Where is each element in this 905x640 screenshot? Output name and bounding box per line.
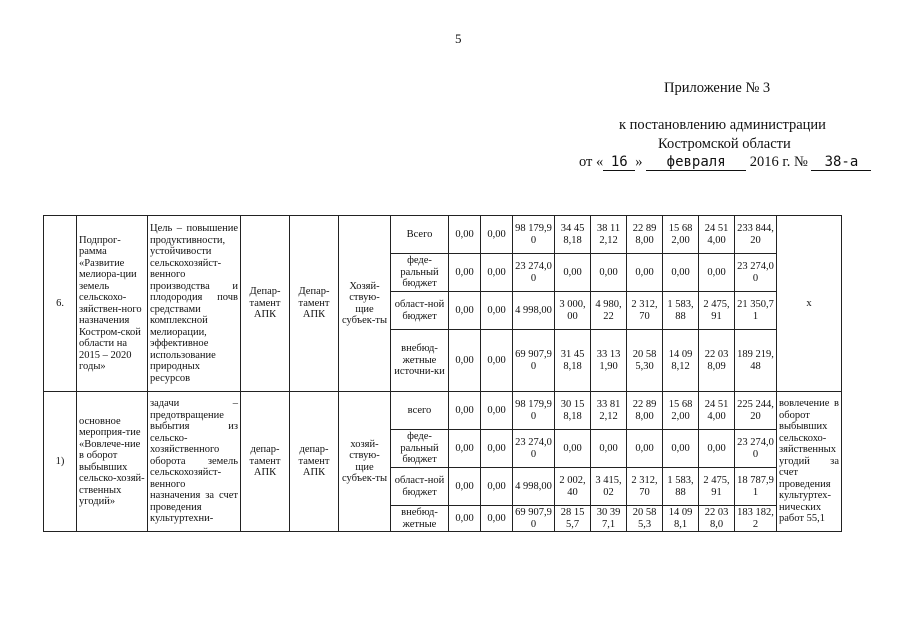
responsible-executor: Депар-тамент АПК: [241, 216, 290, 392]
funding-value: 3 000,00: [555, 292, 591, 330]
table-row: [44, 392, 842, 430]
funding-source: внебюд-жетные источни-ки: [391, 330, 449, 392]
funding-value: 0,00: [449, 430, 481, 468]
funding-value: 38 112,12: [591, 216, 627, 254]
funding-source: област-ной бюджет: [391, 468, 449, 506]
funding-value: 0,00: [449, 254, 481, 292]
funding-value: 24 514,00: [699, 216, 735, 254]
funding-value: 0,00: [591, 254, 627, 292]
funding-value: 31 458,18: [555, 330, 591, 392]
funding-value: 225 244,20: [735, 392, 777, 430]
date-month: февраля: [646, 155, 746, 171]
date-prefix: от «: [579, 154, 604, 170]
funding-value: 0,00: [481, 430, 513, 468]
decree-line-2: Костромской области: [658, 136, 791, 152]
funding-value: 23 274,00: [513, 430, 555, 468]
date-day: 16: [603, 155, 635, 171]
decree-line-1: к постановлению администрации: [619, 117, 826, 133]
funding-value: 2 312,70: [627, 468, 663, 506]
funding-value: 22 898,00: [627, 216, 663, 254]
funding-value: 0,00: [481, 506, 513, 532]
co-executor: депар-тамент АПК: [290, 392, 339, 532]
program-name: Подпрог-рамма «Развитие мелиора-ции земель сельскохо-зяйствен-ного назначения Костром-ской области на 2015 – 2020 годы»: [77, 216, 148, 392]
funding-value: 233 844,20: [735, 216, 777, 254]
decree-date-line: [579, 153, 871, 172]
funding-value: 0,00: [449, 216, 481, 254]
funding-value: 2 475,91: [699, 468, 735, 506]
funding-value: 15 682,00: [663, 392, 699, 430]
funding-value: 23 274,00: [513, 254, 555, 292]
program-goal: задачи – предотвращение выбытия из сельско-хозяйственного оборота земель сельскохозяйст-венного назначения за счет проведения культуртехни-: [148, 392, 241, 532]
funding-value: 4 980,22: [591, 292, 627, 330]
funding-value: 22 038,0: [699, 506, 735, 532]
funding-value: 15 682,00: [663, 216, 699, 254]
funding-value: 0,00: [481, 468, 513, 506]
participants: Хозяй-ствую-щие субъек-ты: [339, 216, 391, 392]
page-number: 5: [455, 31, 462, 46]
funding-value: 69 907,90: [513, 506, 555, 532]
funding-value: 0,00: [627, 254, 663, 292]
row-number: 6.: [44, 216, 77, 392]
funding-value: 24 514,00: [699, 392, 735, 430]
funding-value: 28 155,7: [555, 506, 591, 532]
funding-value: 14 098,12: [663, 330, 699, 392]
funding-value: 21 350,71: [735, 292, 777, 330]
decree-number: 38-а: [811, 155, 871, 171]
funding-value: 189 219,48: [735, 330, 777, 392]
funding-value: 3 415,02: [591, 468, 627, 506]
funding-value: 23 274,00: [735, 430, 777, 468]
funding-value: 0,00: [481, 330, 513, 392]
date-mid: »: [635, 154, 643, 170]
funding-value: 0,00: [555, 254, 591, 292]
funding-source: феде-ральный бюджет: [391, 430, 449, 468]
funding-value: 0,00: [449, 506, 481, 532]
program-name: основное мероприя-тие «Вовлече-ние в оборот выбывших сельско-хозяй-ственных угодий»: [77, 392, 148, 532]
funding-value: 0,00: [449, 392, 481, 430]
funding-value: 0,00: [699, 430, 735, 468]
responsible-executor: депар-тамент АПК: [241, 392, 290, 532]
funding-value: 4 998,00: [513, 292, 555, 330]
funding-value: 33 812,12: [591, 392, 627, 430]
funding-value: 0,00: [555, 430, 591, 468]
funding-value: 0,00: [449, 330, 481, 392]
expected-result: вовлечение в оборот выбывших сельскохо-зяйственных угодий за счет проведения культуртех-нических работ 55,1: [777, 392, 842, 532]
funding-value: 20 585,3: [627, 506, 663, 532]
funding-source: внебюд-жетные: [391, 506, 449, 532]
funding-value: 0,00: [627, 430, 663, 468]
funding-value: 23 274,00: [735, 254, 777, 292]
funding-value: 22 038,09: [699, 330, 735, 392]
program-goal: Цель – повышение продуктивности, устойчивости сельскохозяйст-венного производства и плодородия почв средствами комплексной мелиорации, эффективное использование природных ресурсов: [148, 216, 241, 392]
funding-value: 0,00: [481, 292, 513, 330]
funding-value: 1 583,88: [663, 292, 699, 330]
funding-value: 0,00: [449, 292, 481, 330]
funding-value: 183 182,2: [735, 506, 777, 532]
funding-value: 0,00: [699, 254, 735, 292]
funding-value: 22 898,00: [627, 392, 663, 430]
funding-value: 0,00: [449, 468, 481, 506]
funding-source: феде-ральный бюджет: [391, 254, 449, 292]
appendix-title: Приложение № 3: [664, 80, 771, 96]
funding-source: всего: [391, 392, 449, 430]
program-table: [43, 215, 842, 532]
participants: хозяй-ствую-щие субъек-ты: [339, 392, 391, 532]
funding-value: 33 131,90: [591, 330, 627, 392]
funding-value: 30 397,1: [591, 506, 627, 532]
funding-source: област-ной бюджет: [391, 292, 449, 330]
funding-value: 98 179,90: [513, 392, 555, 430]
funding-value: 2 475,91: [699, 292, 735, 330]
table-row: [44, 216, 842, 254]
funding-value: 69 907,90: [513, 330, 555, 392]
funding-source: Всего: [391, 216, 449, 254]
funding-value: 2 312,70: [627, 292, 663, 330]
co-executor: Депар-тамент АПК: [290, 216, 339, 392]
funding-value: 0,00: [591, 430, 627, 468]
funding-value: 1 583,88: [663, 468, 699, 506]
expected-result: х: [777, 216, 842, 392]
funding-value: 14 098,1: [663, 506, 699, 532]
funding-value: 0,00: [481, 216, 513, 254]
funding-value: 98 179,90: [513, 216, 555, 254]
funding-value: 0,00: [481, 392, 513, 430]
funding-value: 0,00: [663, 430, 699, 468]
row-number: 1): [44, 392, 77, 532]
funding-value: 20 585,30: [627, 330, 663, 392]
funding-value: 34 458,18: [555, 216, 591, 254]
funding-value: 30 158,18: [555, 392, 591, 430]
funding-value: 2 002,40: [555, 468, 591, 506]
funding-value: 0,00: [663, 254, 699, 292]
funding-value: 18 787,91: [735, 468, 777, 506]
date-year: 2016 г. №: [749, 154, 808, 170]
funding-value: 4 998,00: [513, 468, 555, 506]
funding-value: 0,00: [481, 254, 513, 292]
